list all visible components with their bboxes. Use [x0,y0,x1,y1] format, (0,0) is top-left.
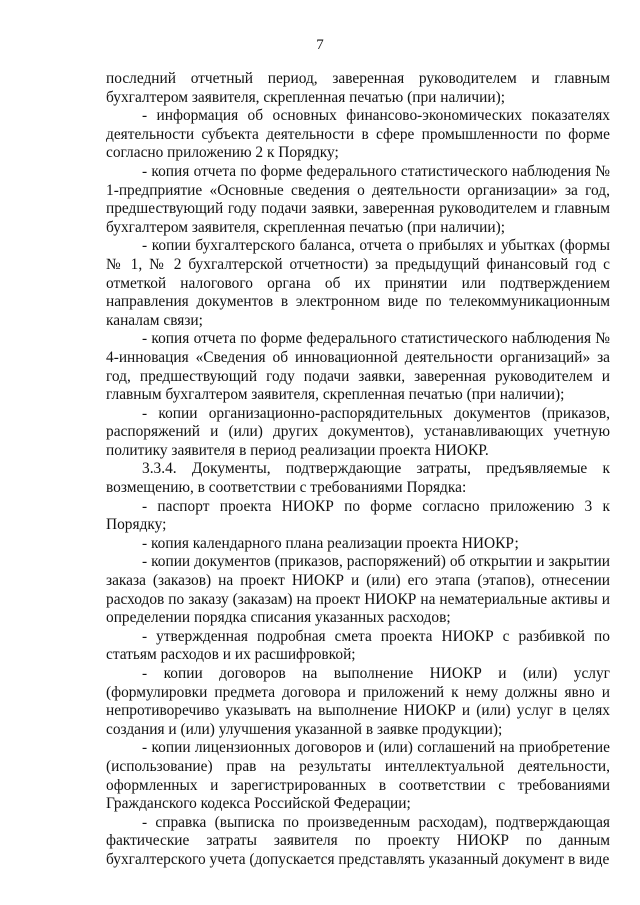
list-item-statistical-report-4: - копия отчета по форме федерального статистического наблюдения № 4-инновация «Сведения об инновационной деятельности организаций» за год, предшествующий году подачи заявки, заверенная руководителем и главным бухгалтером заявителя, скрепленная печатью (при наличии); [106,330,610,404]
section-3-3-4-heading: 3.3.4. Документы, подтверждающие затраты, предъявляемые к возмещению, в соответствии с требованиями Порядка: [106,460,610,497]
list-item-financial-indicators: - информация об основных финансово-экономических показателях деятельности субъекта деятельности в сфере промышленности по форме согласно приложению 2 к Порядку; [106,107,610,162]
list-item-project-passport: - паспорт проекта НИОКР по форме согласно приложению 3 к Порядку; [106,497,610,534]
document-body [106,70,610,870]
list-item-calendar-plan: - копия календарного плана реализации проекта НИОКР; [142,534,519,552]
page-number: 7 [316,37,324,53]
list-item-cost-estimate: - утвержденная подробная смета проекта НИОКР с разбивкой по статьям расходов и их расшифровкой; [106,627,610,664]
paragraph-continuation: последний отчетный период, заверенная руководителем и главным бухгалтером заявителя, скрепленная печатью (при наличии); [106,70,610,106]
list-item-contracts: - копии договоров на выполнение НИОКР и (или) услуг (формулировки предмета договора и приложений к нему должны явно и непротиворечиво указывать на выполнение НИОКР и (или) услуг в целях создания и (или) улучшения указанной в заявке продукции); [106,665,610,738]
list-item-expense-statement: - справка (выписка по произведенным расходам), подтверждающая фактические затраты заявителя по проекту НИОКР по данным бухгалтерского учета (допускается представлять указанный документ в виде [106,813,610,868]
list-item-order-documents: - копии документов (приказов, распоряжений) об открытии и закрытии заказа (заказов) на проект НИОКР и (или) его этапа (этапов), отнесении расходов по заказу (заказам) на проект НИОКР на нематериальные активы и определении порядка списания указанных расходов; [106,553,610,627]
list-item-license-agreements: - копии лицензионных договоров и (или) соглашений на приобретение (использование) прав на результаты интеллектуальной деятельности, оформленных и зарегистрированных в соответствии с требованиями Гражданского кодекса Российской Федерации; [106,739,610,813]
list-item-statistical-report-1: - копия отчета по форме федерального статистического наблюдения № 1-предприятие «Основные сведения о деятельности организации» за год, предшествующий году подачи заявки, заверенная руководителем и главным бухгалтером заявителя, скрепленная печатью (при наличии); [106,162,610,236]
list-item-balance-sheet: - копии бухгалтерского баланса, отчета о прибылях и убытках (формы № 1, № 2 бухгалтерской отчетности) за предыдущий финансовый год с отметкой налогового органа об их принятии или подтверждением направления документов в электронном виде по телекоммуникационным каналам связи; [106,237,610,329]
list-item-accounting-policy: - копии организационно-распорядительных документов (приказов, распоряжений и (или) других документов), устанавливающих учетную политику заявителя в период реализации проекта НИОКР. [106,404,610,459]
